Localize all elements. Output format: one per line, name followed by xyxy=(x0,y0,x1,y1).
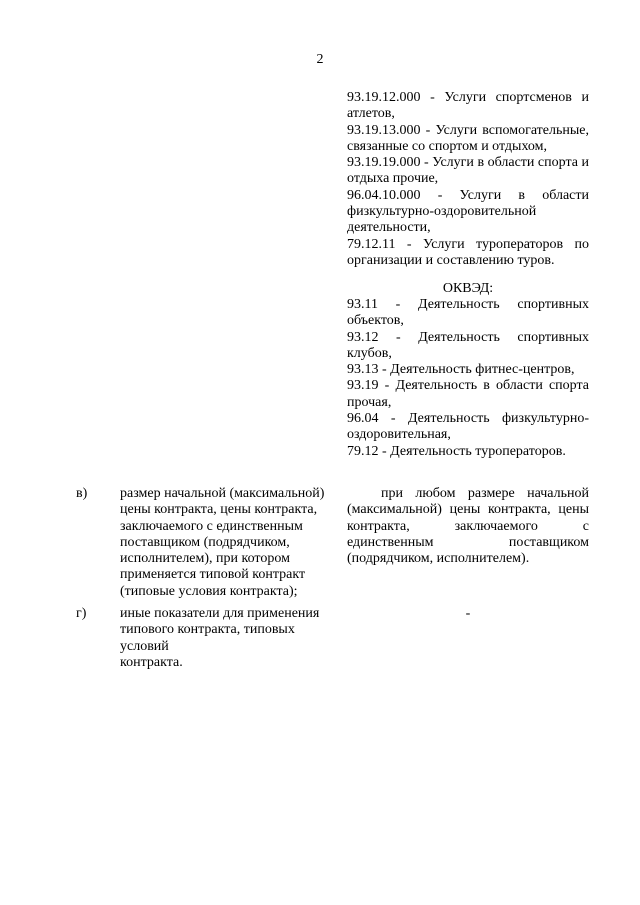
row-value-text xyxy=(347,486,589,567)
value-line: единственным поставщиком xyxy=(347,534,589,550)
okved-line: 93.12 - Деятельность спортивных xyxy=(347,329,589,345)
value-line: контракта, заключаемого с xyxy=(347,518,589,534)
okpd-line: 93.19.13.000 - Услуги вспомогательные, xyxy=(347,122,589,138)
okpd-line: связанные со спортом и отдыхом, xyxy=(347,138,548,154)
row-indicator-text xyxy=(120,486,342,600)
okpd-line: отдыха прочие, xyxy=(347,171,439,187)
row-letter: в) xyxy=(76,486,88,501)
okpd-line: 96.04.10.000 - Услуги в области xyxy=(347,187,589,203)
okpd-line: 93.19.12.000 - Услуги спортсменов и xyxy=(347,90,589,105)
row-value-dash: - xyxy=(465,606,471,621)
okved-line: 93.19 - Деятельность в области спорта xyxy=(347,378,589,394)
value-line: (подрядчиком, исполнителем). xyxy=(347,551,530,567)
indicator-line: контракта. xyxy=(120,654,183,670)
indicator-line: применяется типовой контракт xyxy=(120,567,306,583)
value-line: при любом размере начальной xyxy=(381,486,589,501)
okpd-line: деятельности, xyxy=(347,220,431,236)
indicator-line: исполнителем), при котором xyxy=(120,551,290,567)
value-line: (максимальной) цены контракта, цены xyxy=(347,502,589,518)
okved-line: 79.12 - Деятельность туроператоров. xyxy=(347,443,566,459)
okved-line: объектов, xyxy=(347,313,404,329)
okved-line: 93.13 - Деятельность фитнес-центров, xyxy=(347,362,575,378)
okpd-code-list xyxy=(347,90,589,269)
okpd-line: 79.12.11 - Услуги туроператоров по xyxy=(347,236,589,252)
indicator-line: иные показатели для применения xyxy=(120,606,320,621)
indicator-line: размер начальной (максимальной) xyxy=(120,486,325,501)
okpd-line: атлетов, xyxy=(347,106,395,122)
okved-heading: ОКВЭД: xyxy=(442,281,494,296)
row-indicator-text xyxy=(120,606,342,671)
okved-code-list xyxy=(347,297,589,460)
indicator-line: типового контракта, типовых условий xyxy=(120,622,295,654)
okpd-line: организации и составлению туров. xyxy=(347,252,555,268)
okved-line: 96.04 - Деятельность физкультурно- xyxy=(347,411,589,427)
okved-line: клубов, xyxy=(347,345,392,361)
page-number: 2 xyxy=(316,52,324,67)
indicator-line: (типовые условия контракта); xyxy=(120,583,298,599)
okpd-line: физкультурно-оздоровительной xyxy=(347,204,537,220)
indicator-line: заключаемого с единственным xyxy=(120,518,303,534)
okved-line: оздоровительная, xyxy=(347,427,451,443)
okved-line: 93.11 - Деятельность спортивных xyxy=(347,297,589,312)
okpd-line: 93.19.19.000 - Услуги в области спорта и xyxy=(347,155,589,171)
indicator-line: цены контракта, цены контракта, xyxy=(120,502,318,518)
row-letter: г) xyxy=(76,606,87,621)
indicator-line: поставщиком (подрядчиком, xyxy=(120,534,290,550)
okved-line: прочая, xyxy=(347,394,392,410)
